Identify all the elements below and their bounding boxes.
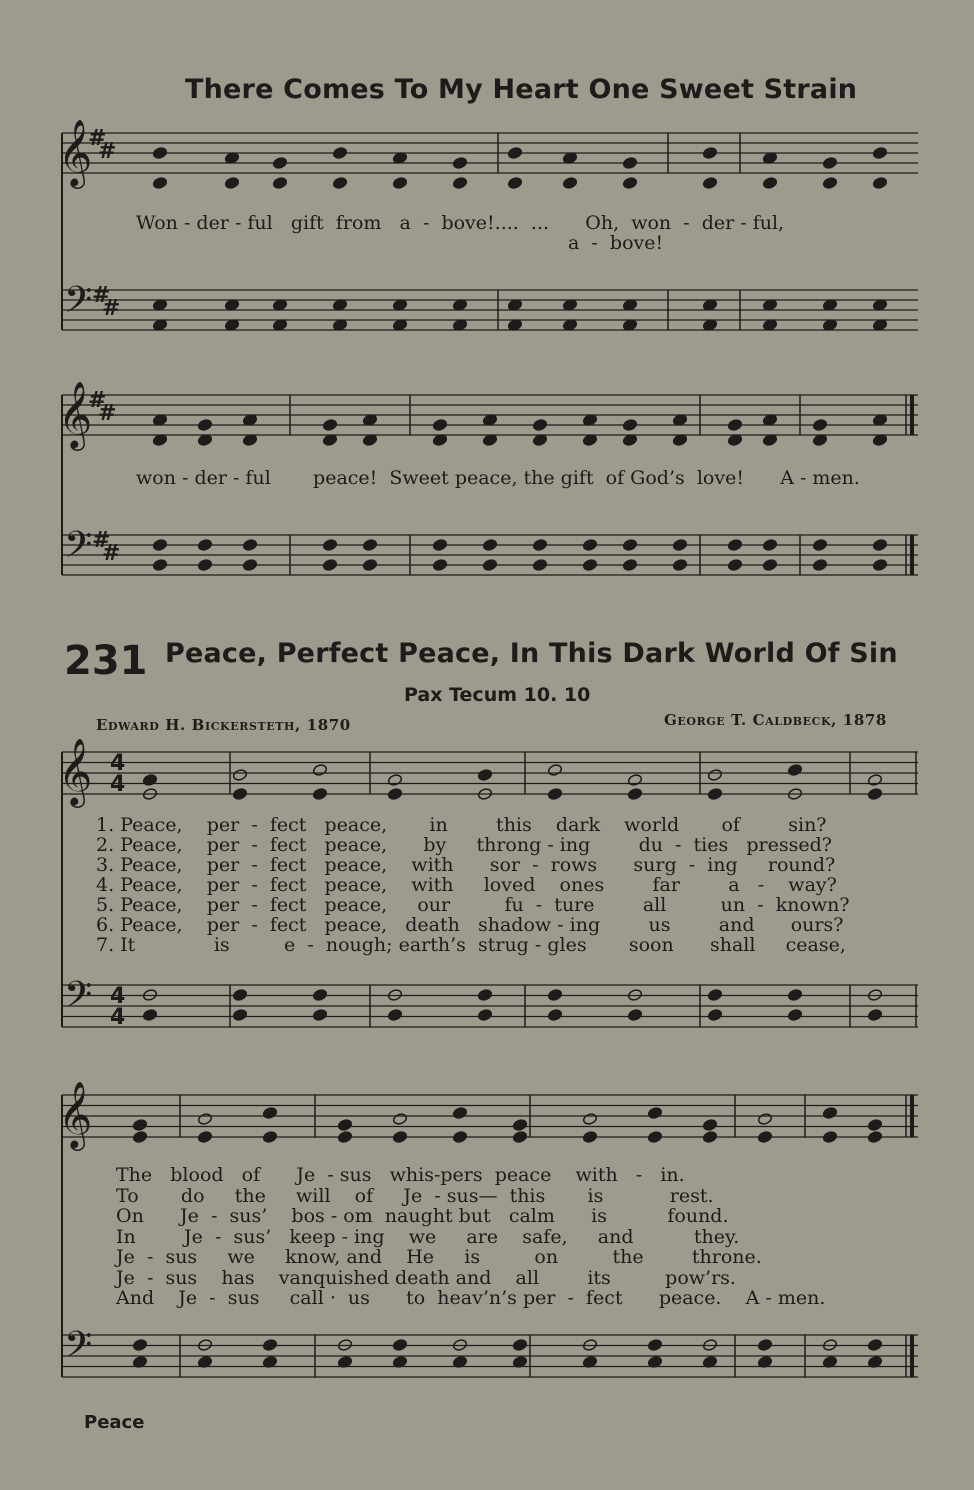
author-credit: Edward H. Bickersteth, 1870 [96, 716, 351, 734]
svg-text:𝄢: 𝄢 [64, 279, 93, 330]
verse-line: The blood of Je - sus whis-pers peace with - in. [116, 1164, 685, 1186]
svg-text:#: # [102, 296, 121, 321]
verse-line: 7. It is e - nough; earth’s strug - gles soon shall cease, [96, 934, 846, 956]
verse-line: 5. Peace, per - fect peace, our fu - ture all un - known? [96, 894, 850, 916]
page-footer: Peace [84, 1412, 145, 1433]
lyric-line: won - der - ful peace! Sweet peace, the gift of God’s love! A - men. [136, 467, 860, 489]
verse-line: 2. Peace, per - fect peace, by throng - ing du - ties pressed? [96, 834, 832, 856]
top-hymn-title: There Comes To My Heart One Sweet Strain [185, 74, 858, 105]
tune-name: Pax Tecum 10. 10 [404, 684, 591, 706]
verse-line: Je - sus we know, and He is on the throne. [116, 1246, 762, 1268]
verse-line: To do the will of Je - sus— this is rest. [116, 1184, 714, 1207]
lyric-line: Won - der - ful gift from a - bove!.... ... Oh, won - der - ful, [136, 212, 785, 234]
svg-text:#: # [88, 388, 107, 413]
svg-text:𝄢: 𝄢 [64, 524, 93, 575]
verse-line: 3. Peace, per - fect peace, with sor - rows surg - ing round? [96, 854, 836, 876]
hymn-number: 231 [64, 638, 148, 684]
svg-text:#: # [88, 126, 107, 151]
svg-text:4: 4 [110, 1005, 126, 1030]
svg-text:#: # [98, 139, 117, 164]
svg-text:#: # [92, 528, 111, 553]
svg-text:𝄢: 𝄢 [64, 974, 93, 1025]
svg-text:𝄞: 𝄞 [58, 118, 93, 186]
svg-text:#: # [98, 401, 117, 426]
verse-line: On Je - sus’ bos - om naught but calm is found. [116, 1205, 729, 1227]
svg-text:𝄞: 𝄞 [58, 1080, 93, 1148]
lyric-line: a - bove! [568, 232, 664, 254]
verse-line: In Je - sus’ keep - ing we are safe, and they. [116, 1225, 740, 1248]
verse-line: 6. Peace, per - fect peace, death shadow - ing us and ours? [96, 914, 844, 936]
svg-text:#: # [92, 283, 111, 308]
svg-text:4: 4 [110, 772, 126, 797]
verse-line: Je - sus has vanquished death and all its pow’rs. [116, 1266, 736, 1289]
svg-text:𝄞: 𝄞 [58, 737, 93, 805]
verse-line: And Je - sus call · us to heav’n’s per - fect peace. A - men. [116, 1287, 826, 1309]
hymn-title: Peace, Perfect Peace, In This Dark World Of Sin [165, 638, 898, 669]
svg-text:4: 4 [110, 984, 126, 1009]
svg-text:𝄞: 𝄞 [58, 380, 93, 448]
composer-credit: George T. Caldbeck, 1878 [664, 711, 887, 729]
verse-line: 4. Peace, per - fect peace, with loved ones far a - way? [96, 874, 837, 896]
verse-line: 1. Peace, per - fect peace, in this dark world of sin? [96, 814, 827, 836]
svg-text:𝄢: 𝄢 [64, 1324, 93, 1375]
svg-text:#: # [102, 541, 121, 566]
svg-text:4: 4 [110, 751, 126, 776]
